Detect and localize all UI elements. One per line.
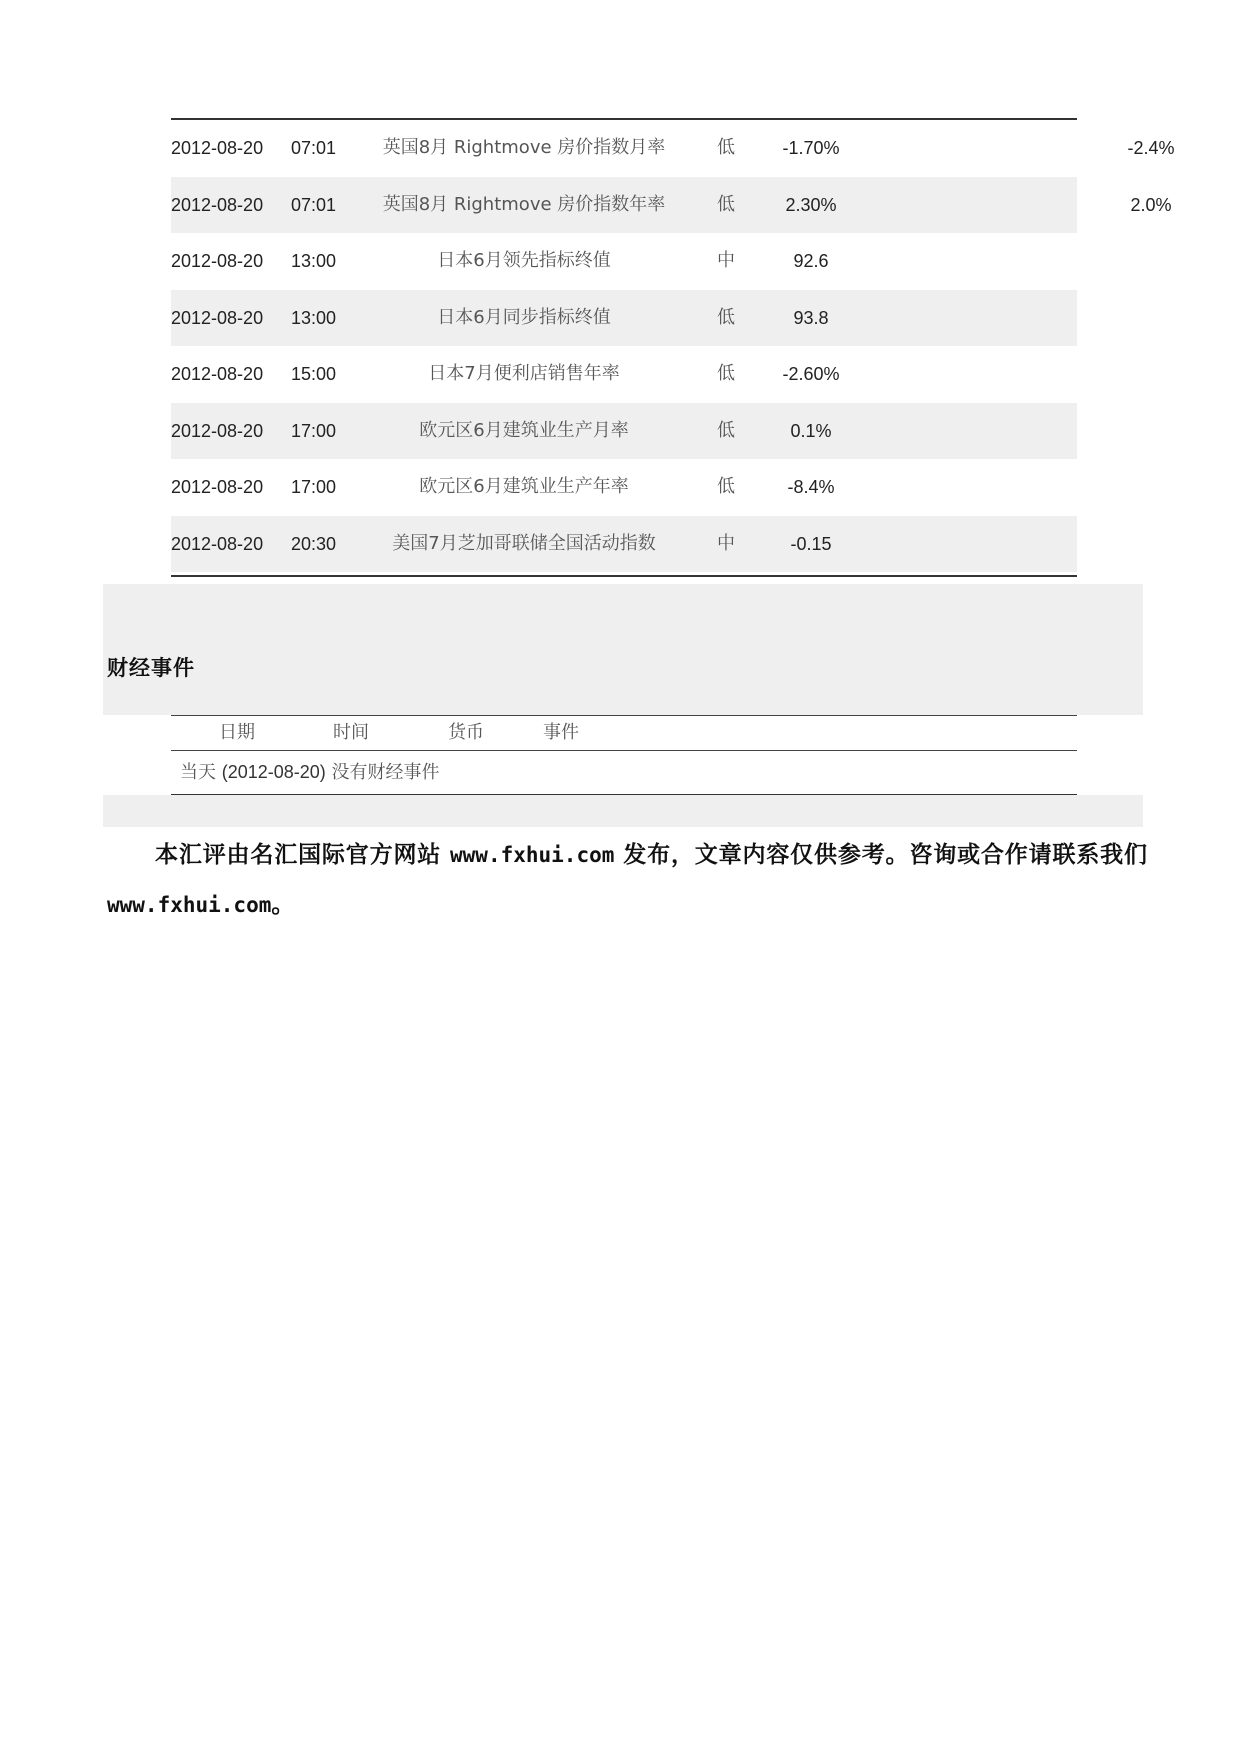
footer-site-link-2[interactable]: www.fxhui.com bbox=[107, 893, 272, 917]
table-row bbox=[171, 290, 1077, 347]
footer-text-1: 本汇评由名汇国际官方网站 bbox=[155, 841, 442, 868]
row-indicator: 日本6月领先指标终值 bbox=[437, 250, 611, 271]
row-date: 2012-08-20 bbox=[171, 420, 264, 441]
events-col-time: 时间 bbox=[333, 722, 369, 743]
table-row bbox=[171, 177, 1172, 234]
row-date: 2012-08-20 bbox=[171, 138, 264, 158]
row-previous: 93.8 bbox=[793, 307, 829, 328]
row-date: 2012-08-20 bbox=[171, 477, 264, 497]
events-row-text: 没有财经事件 bbox=[331, 762, 440, 783]
row-actual: -2.4% bbox=[1127, 138, 1175, 158]
events-table-header bbox=[171, 716, 1077, 751]
row-time: 20:30 bbox=[291, 533, 337, 554]
row-indicator: 欧元区6月建筑业生产月率 bbox=[419, 419, 629, 441]
events-section-background-lower bbox=[103, 795, 1143, 827]
row-importance: 中 bbox=[717, 250, 735, 271]
table-row bbox=[171, 459, 1077, 516]
row-date: 2012-08-20 bbox=[171, 533, 264, 554]
table-row bbox=[171, 403, 1077, 460]
row-time: 17:00 bbox=[291, 420, 337, 441]
events-row-prefix: 当天 bbox=[180, 762, 216, 783]
row-previous: -1.70% bbox=[782, 138, 840, 158]
events-table bbox=[171, 715, 1077, 796]
row-indicator: 日本6月同步指标终值 bbox=[437, 306, 611, 328]
row-actual: 2.0% bbox=[1130, 194, 1172, 215]
row-time: 13:00 bbox=[291, 307, 337, 328]
row-previous: -8.4% bbox=[787, 477, 835, 497]
row-time: 13:00 bbox=[291, 251, 337, 271]
economic-data-table bbox=[171, 118, 1175, 577]
row-importance: 低 bbox=[717, 419, 735, 441]
row-importance: 低 bbox=[717, 363, 735, 384]
row-time: 07:01 bbox=[291, 194, 337, 215]
row-importance: 低 bbox=[717, 476, 735, 497]
row-indicator: 英国8月 Rightmove 房价指数月率 bbox=[382, 137, 666, 158]
footer-site-link-1[interactable]: www.fxhui.com bbox=[450, 843, 615, 867]
footer-text-3: 。 bbox=[271, 891, 295, 918]
row-time: 17:00 bbox=[291, 477, 337, 497]
row-indicator: 日本7月便利店销售年率 bbox=[428, 363, 620, 384]
table-row bbox=[171, 233, 1077, 290]
row-importance: 低 bbox=[717, 306, 735, 328]
indicator-rows bbox=[171, 120, 1175, 572]
events-col-currency: 货币 bbox=[448, 722, 484, 743]
table-row bbox=[171, 346, 1077, 403]
events-empty-row bbox=[171, 751, 1077, 796]
row-previous: 2.30% bbox=[785, 194, 837, 215]
row-previous: -2.60% bbox=[782, 364, 840, 384]
row-importance: 低 bbox=[717, 193, 735, 215]
events-col-event: 事件 bbox=[543, 722, 579, 743]
footer-disclaimer bbox=[107, 830, 1147, 930]
events-row-date: (2012-08-20) bbox=[221, 762, 326, 782]
footer-text-2: 发布，文章内容仅供参考。咨询或合作请联系我们 bbox=[623, 841, 1148, 868]
row-indicator: 欧元区6月建筑业生产年率 bbox=[419, 476, 629, 497]
row-date: 2012-08-20 bbox=[171, 364, 264, 384]
row-indicator: 英国8月 Rightmove 房价指数年率 bbox=[382, 193, 666, 215]
row-date: 2012-08-20 bbox=[171, 194, 264, 215]
row-indicator: 美国7月芝加哥联储全国活动指数 bbox=[392, 532, 656, 554]
row-time: 07:01 bbox=[291, 138, 337, 158]
row-date: 2012-08-20 bbox=[171, 307, 264, 328]
row-time: 15:00 bbox=[291, 364, 337, 384]
events-section-background bbox=[103, 584, 1143, 715]
events-col-date: 日期 bbox=[219, 722, 255, 743]
row-previous: -0.15 bbox=[790, 533, 832, 554]
table-bottom-rule bbox=[171, 575, 1077, 577]
row-importance: 低 bbox=[717, 137, 735, 158]
row-importance: 中 bbox=[717, 532, 735, 554]
events-heading: 财经事件 bbox=[107, 656, 195, 680]
row-previous: 0.1% bbox=[790, 420, 832, 441]
row-previous: 92.6 bbox=[793, 251, 829, 271]
row-date: 2012-08-20 bbox=[171, 251, 264, 271]
table-row bbox=[171, 120, 1175, 177]
table-row bbox=[171, 516, 1077, 573]
